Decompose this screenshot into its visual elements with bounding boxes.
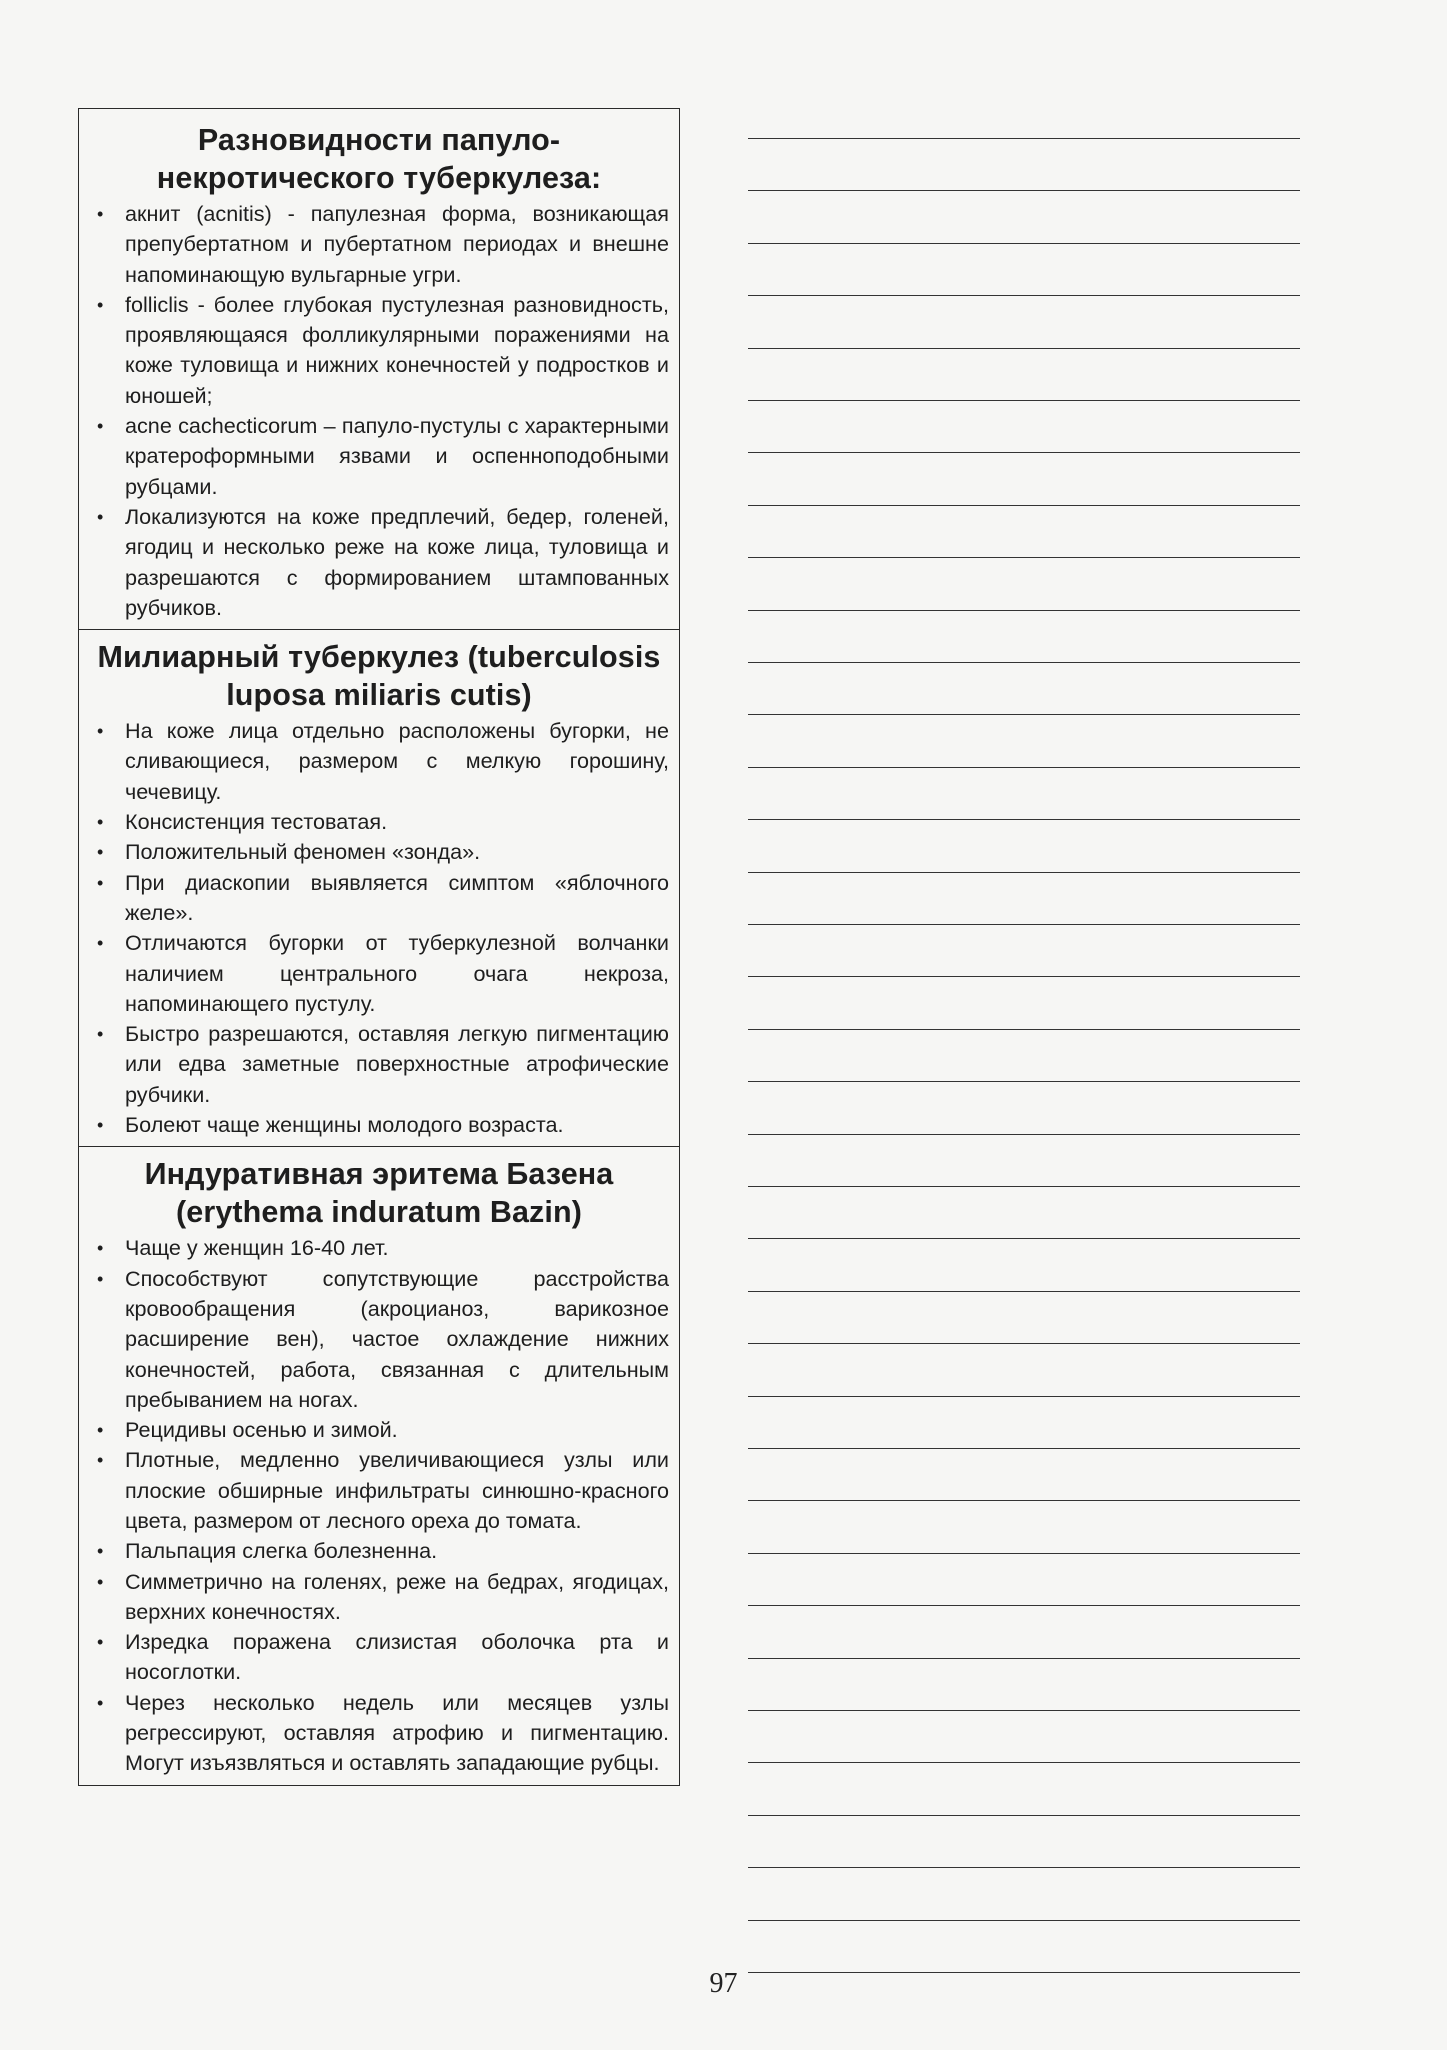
page-number: 97: [709, 1968, 738, 1999]
note-line: [748, 1291, 1300, 1292]
note-line: [748, 924, 1300, 925]
list-item: • Рецидивы осенью и зимой.: [89, 1415, 669, 1445]
section-papulonecrotic: [79, 109, 679, 629]
note-line: [748, 1658, 1300, 1659]
list-item: • При диаскопии выявляется симптом «яблочного желе».: [89, 868, 669, 929]
list-item: • Быстро разрешаются, оставляя легкую пигментацию или едва заметные поверхностные атрофические рубчики.: [89, 1019, 669, 1110]
section-title: Разновидности папуло-некротического туберкулеза:: [156, 123, 602, 195]
note-line: [748, 1186, 1300, 1187]
list-item: • Способствуют сопутствующие расстройства кровообращения (акроцианоз, варикозное расширение вен), частое охлаждение нижних конечностей, работа, связанная с длительным пребыванием на ногах.: [89, 1264, 669, 1415]
list-item: • Отличаются бугорки от туберкулезной волчанки наличием центрального очага некроза, напоминающего пустулу.: [89, 928, 669, 1019]
list-item: • На коже лица отдельно расположены бугорки, не сливающиеся, размером с мелкую горошину, чечевицу.: [89, 716, 669, 807]
content-box: [78, 108, 680, 1786]
note-line: [748, 452, 1300, 453]
list-item: • Изредка поражена слизистая оболочка рта и носоглотки.: [89, 1627, 669, 1688]
list-item: • Через несколько недель или месяцев узлы регрессируют, оставляя атрофию и пигментацию. Могут изъязвляться и оставлять западающие рубцы.: [89, 1688, 669, 1779]
list-item: • Симметрично на голенях, реже на бедрах, ягодицах, верхних конечностях.: [89, 1567, 669, 1628]
note-line: [748, 872, 1300, 873]
note-line: [748, 767, 1300, 768]
note-line: [748, 190, 1300, 191]
notes-area: [748, 108, 1300, 1928]
bullet-list: [89, 716, 669, 1140]
list-item: • Положительный феномен «зонда».: [89, 837, 669, 867]
bullet-list: [89, 1233, 669, 1778]
note-line: [748, 1448, 1300, 1449]
note-line: [748, 1553, 1300, 1554]
note-line: [748, 1920, 1300, 1921]
note-line: [748, 295, 1300, 296]
section-bazin: [79, 1146, 679, 1784]
note-line: [748, 1815, 1300, 1816]
note-line: [748, 1029, 1300, 1030]
note-line: [748, 1500, 1300, 1501]
note-line: [748, 1605, 1300, 1606]
note-line: [748, 976, 1300, 977]
section-title: Милиарный туберкулез (tuberculosis luposa miliaris cutis): [97, 640, 661, 713]
note-line: [748, 1238, 1300, 1239]
note-line: [748, 243, 1300, 244]
note-line: [748, 1762, 1300, 1763]
note-line: [748, 1710, 1300, 1711]
list-item: • Чаще у женщин 16-40 лет.: [89, 1233, 669, 1263]
note-line: [748, 714, 1300, 715]
bullet-list: [89, 199, 669, 623]
note-line: [748, 1134, 1300, 1135]
note-line: [748, 1343, 1300, 1344]
section-title: Индуративная эритема Базена (erythema induratum Bazin): [144, 1157, 614, 1230]
note-line: [748, 138, 1300, 139]
section-miliary: [79, 629, 679, 1146]
note-line: [748, 348, 1300, 349]
note-line: [748, 610, 1300, 611]
list-item: • folliclis - более глубокая пустулезная разновидность, проявляющаяся фолликулярными поражениями на коже туловища и нижних конечностей у подростков и юношей;: [89, 290, 669, 411]
list-item: • Локализуются на коже предплечий, бедер, голеней, ягодиц и несколько реже на коже лица, туловища и разрешаются с формированием штампованных рубчиков.: [89, 502, 669, 623]
list-item: • Плотные, медленно увеличивающиеся узлы или плоские обширные инфильтраты синюшно-красного цвета, размером от лесного ореха до томата.: [89, 1445, 669, 1536]
list-item: • Болеют чаще женщины молодого возраста.: [89, 1110, 669, 1140]
note-line: [748, 1396, 1300, 1397]
note-line: [748, 557, 1300, 558]
list-item: • Консистенция тестоватая.: [89, 807, 669, 837]
note-line: [748, 400, 1300, 401]
note-line: [748, 1081, 1300, 1082]
note-line: [748, 505, 1300, 506]
list-item: • acne cachecticorum – папуло-пустулы с характерными кратероформными язвами и оспенноподобными рубцами.: [89, 411, 669, 502]
list-item: • Пальпация слегка болезненна.: [89, 1536, 669, 1566]
note-line: [748, 819, 1300, 820]
list-item: • акнит (acnitis) - папулезная форма, возникающая препубертатном и пубертатном периодах и внешне напоминающую вульгарные угри.: [89, 199, 669, 290]
note-line: [748, 1867, 1300, 1868]
note-line: [748, 662, 1300, 663]
